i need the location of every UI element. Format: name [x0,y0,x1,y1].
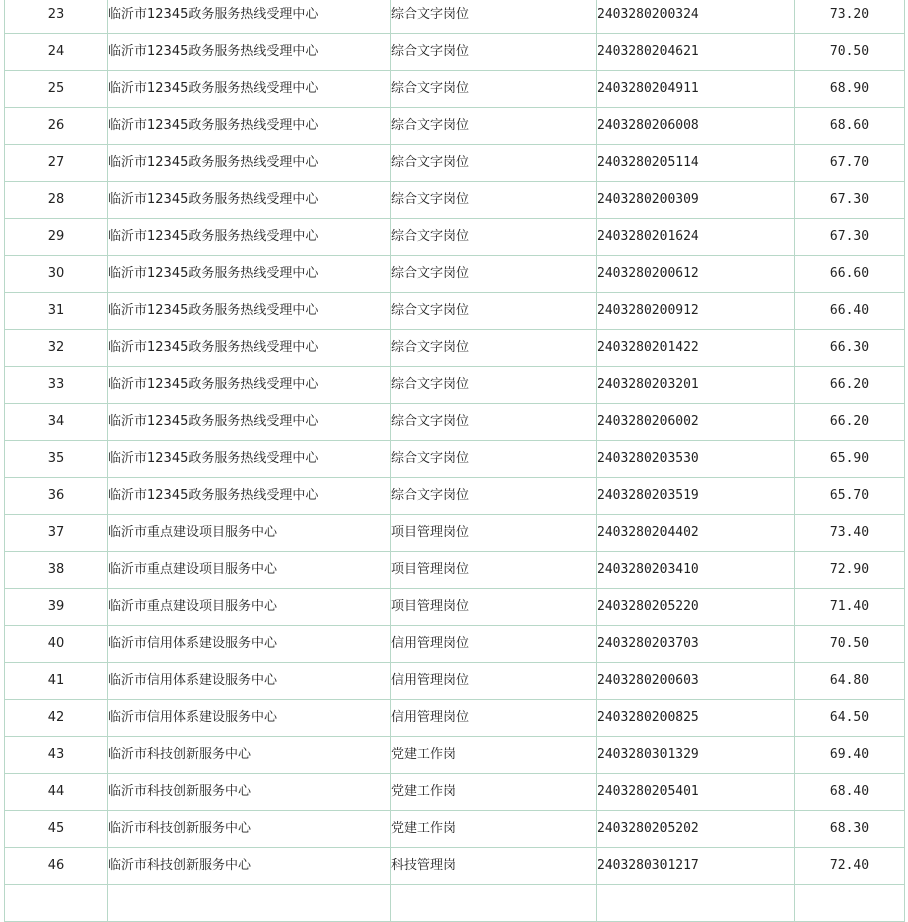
row-number-cell: 36 [5,478,108,515]
unit-name-cell: 临沂市12345政务服务热线受理中心 [108,219,391,256]
score-cell: 70.50 [795,34,905,71]
ticket-number-cell: 2403280200912 [597,293,795,330]
position-name-cell: 科技管理岗 [391,848,597,885]
score-cell: 72.90 [795,552,905,589]
ticket-number-cell: 2403280203519 [597,478,795,515]
position-name-cell: 信用管理岗位 [391,663,597,700]
unit-name-cell: 临沂市12345政务服务热线受理中心 [108,367,391,404]
score-cell: 67.70 [795,145,905,182]
ticket-number-cell: 2403280203201 [597,367,795,404]
row-number-cell: 30 [5,256,108,293]
score-cell: 66.20 [795,404,905,441]
unit-name-cell: 临沂市12345政务服务热线受理中心 [108,478,391,515]
ticket-number-cell: 2403280200309 [597,182,795,219]
row-number-cell: 44 [5,774,108,811]
row-number-cell: 39 [5,589,108,626]
position-name-cell [391,885,597,922]
score-cell: 71.40 [795,589,905,626]
table-row [5,663,905,700]
table-row [5,34,905,71]
position-name-cell: 项目管理岗位 [391,515,597,552]
table-row [5,219,905,256]
table-row [5,774,905,811]
score-cell: 64.80 [795,663,905,700]
unit-name-cell: 临沂市信用体系建设服务中心 [108,663,391,700]
score-cell: 66.20 [795,367,905,404]
position-name-cell: 党建工作岗 [391,774,597,811]
row-number-cell [5,885,108,922]
unit-name-cell: 临沂市12345政务服务热线受理中心 [108,34,391,71]
unit-name-cell: 临沂市12345政务服务热线受理中心 [108,330,391,367]
table-body [5,0,905,922]
position-name-cell: 综合文字岗位 [391,145,597,182]
table-row [5,330,905,367]
ticket-number-cell: 2403280301217 [597,848,795,885]
unit-name-cell: 临沂市12345政务服务热线受理中心 [108,108,391,145]
score-cell: 73.40 [795,515,905,552]
ticket-number-cell: 2403280200825 [597,700,795,737]
ticket-number-cell: 2403280206008 [597,108,795,145]
table-row [5,441,905,478]
position-name-cell: 综合文字岗位 [391,404,597,441]
ticket-number-cell: 2403280204911 [597,71,795,108]
ticket-number-cell: 2403280201624 [597,219,795,256]
table-row [5,811,905,848]
unit-name-cell: 临沂市12345政务服务热线受理中心 [108,293,391,330]
row-number-cell: 46 [5,848,108,885]
score-cell: 67.30 [795,219,905,256]
ticket-number-cell: 2403280200324 [597,0,795,34]
table-row [5,552,905,589]
ticket-number-cell: 2403280201422 [597,330,795,367]
unit-name-cell: 临沂市科技创新服务中心 [108,811,391,848]
position-name-cell: 综合文字岗位 [391,34,597,71]
table-row [5,589,905,626]
unit-name-cell: 临沂市重点建设项目服务中心 [108,515,391,552]
score-cell: 66.60 [795,256,905,293]
ticket-number-cell [597,885,795,922]
unit-name-cell: 临沂市重点建设项目服务中心 [108,589,391,626]
position-name-cell: 党建工作岗 [391,737,597,774]
row-number-cell: 28 [5,182,108,219]
score-cell: 73.20 [795,0,905,34]
row-number-cell: 33 [5,367,108,404]
ticket-number-cell: 2403280206002 [597,404,795,441]
unit-name-cell: 临沂市12345政务服务热线受理中心 [108,0,391,34]
row-number-cell: 42 [5,700,108,737]
row-number-cell: 27 [5,145,108,182]
position-name-cell: 综合文字岗位 [391,367,597,404]
table-row [5,885,905,922]
table-row [5,515,905,552]
position-name-cell: 综合文字岗位 [391,108,597,145]
row-number-cell: 40 [5,626,108,663]
score-cell: 68.30 [795,811,905,848]
score-cell: 68.40 [795,774,905,811]
position-name-cell: 综合文字岗位 [391,256,597,293]
table-row [5,367,905,404]
score-table [4,0,905,922]
score-cell [795,885,905,922]
position-name-cell: 综合文字岗位 [391,293,597,330]
position-name-cell: 综合文字岗位 [391,219,597,256]
score-cell: 72.40 [795,848,905,885]
unit-name-cell: 临沂市科技创新服务中心 [108,848,391,885]
position-name-cell: 综合文字岗位 [391,441,597,478]
table-row [5,626,905,663]
table-row [5,404,905,441]
score-cell: 66.40 [795,293,905,330]
table-row [5,848,905,885]
position-name-cell: 综合文字岗位 [391,71,597,108]
ticket-number-cell: 2403280200603 [597,663,795,700]
unit-name-cell: 临沂市12345政务服务热线受理中心 [108,404,391,441]
position-name-cell: 综合文字岗位 [391,330,597,367]
unit-name-cell: 临沂市12345政务服务热线受理中心 [108,182,391,219]
table-row [5,700,905,737]
row-number-cell: 38 [5,552,108,589]
ticket-number-cell: 2403280204402 [597,515,795,552]
table-row [5,182,905,219]
ticket-number-cell: 2403280301329 [597,737,795,774]
score-cell: 65.90 [795,441,905,478]
row-number-cell: 23 [5,0,108,34]
row-number-cell: 37 [5,515,108,552]
position-name-cell: 信用管理岗位 [391,700,597,737]
row-number-cell: 25 [5,71,108,108]
row-number-cell: 31 [5,293,108,330]
row-number-cell: 34 [5,404,108,441]
ticket-number-cell: 2403280205114 [597,145,795,182]
score-cell: 70.50 [795,626,905,663]
position-name-cell: 综合文字岗位 [391,0,597,34]
position-name-cell: 综合文字岗位 [391,182,597,219]
score-cell: 68.90 [795,71,905,108]
unit-name-cell: 临沂市信用体系建设服务中心 [108,626,391,663]
position-name-cell: 综合文字岗位 [391,478,597,515]
position-name-cell: 党建工作岗 [391,811,597,848]
ticket-number-cell: 2403280205401 [597,774,795,811]
position-name-cell: 项目管理岗位 [391,589,597,626]
unit-name-cell: 临沂市信用体系建设服务中心 [108,700,391,737]
table-row [5,478,905,515]
score-cell: 64.50 [795,700,905,737]
table-row [5,0,905,34]
score-cell: 67.30 [795,182,905,219]
unit-name-cell: 临沂市12345政务服务热线受理中心 [108,256,391,293]
row-number-cell: 29 [5,219,108,256]
unit-name-cell: 临沂市科技创新服务中心 [108,737,391,774]
unit-name-cell: 临沂市重点建设项目服务中心 [108,552,391,589]
table-row [5,145,905,182]
table-row [5,256,905,293]
row-number-cell: 24 [5,34,108,71]
ticket-number-cell: 2403280205202 [597,811,795,848]
ticket-number-cell: 2403280203703 [597,626,795,663]
position-name-cell: 信用管理岗位 [391,626,597,663]
row-number-cell: 32 [5,330,108,367]
unit-name-cell [108,885,391,922]
unit-name-cell: 临沂市12345政务服务热线受理中心 [108,71,391,108]
row-number-cell: 45 [5,811,108,848]
score-cell: 65.70 [795,478,905,515]
row-number-cell: 41 [5,663,108,700]
table-row [5,108,905,145]
row-number-cell: 26 [5,108,108,145]
unit-name-cell: 临沂市科技创新服务中心 [108,774,391,811]
table-row [5,71,905,108]
ticket-number-cell: 2403280203530 [597,441,795,478]
table-row [5,293,905,330]
score-cell: 66.30 [795,330,905,367]
row-number-cell: 35 [5,441,108,478]
position-name-cell: 项目管理岗位 [391,552,597,589]
unit-name-cell: 临沂市12345政务服务热线受理中心 [108,441,391,478]
score-cell: 69.40 [795,737,905,774]
row-number-cell: 43 [5,737,108,774]
ticket-number-cell: 2403280205220 [597,589,795,626]
ticket-number-cell: 2403280200612 [597,256,795,293]
ticket-number-cell: 2403280204621 [597,34,795,71]
unit-name-cell: 临沂市12345政务服务热线受理中心 [108,145,391,182]
ticket-number-cell: 2403280203410 [597,552,795,589]
score-cell: 68.60 [795,108,905,145]
table-row [5,737,905,774]
